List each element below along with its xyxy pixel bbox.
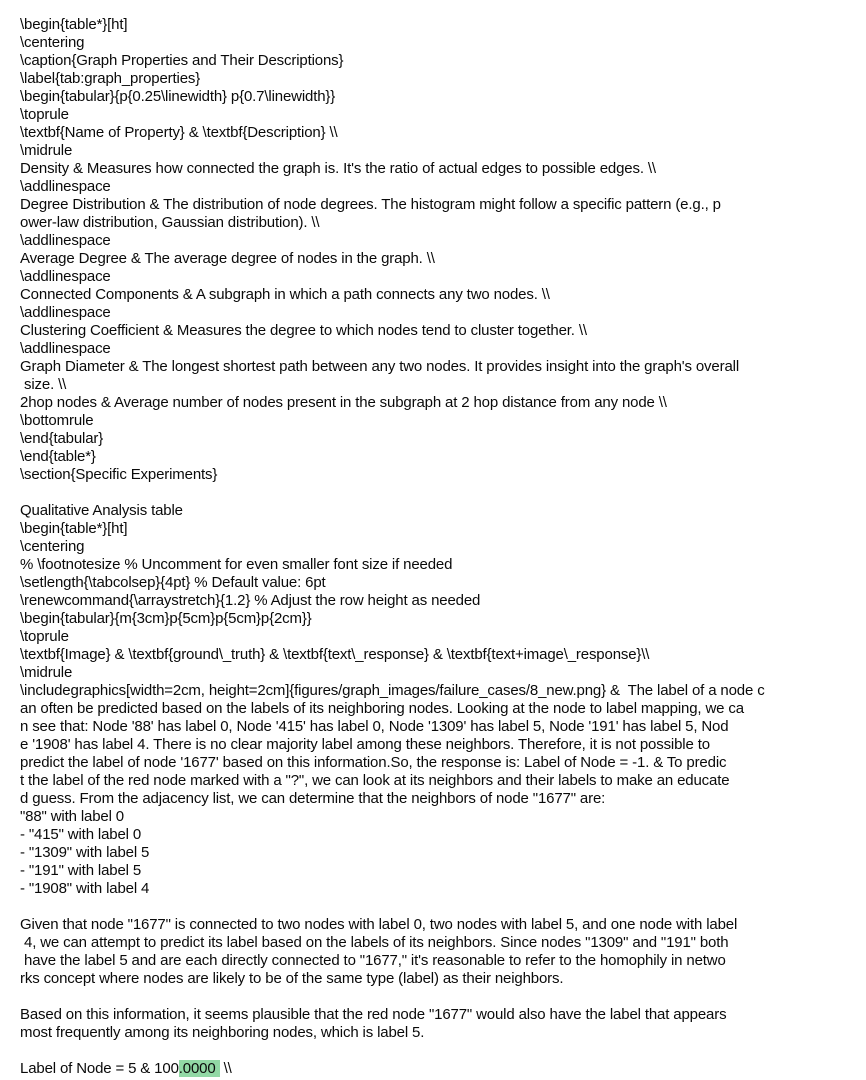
text-line: have the label 5 and are each directly connected to "1677," it's reasonable to refer to the homophily in netwo [20,952,726,969]
text-line: \midrule [20,664,73,681]
text-line: \addlinespace [20,304,111,321]
text-line: \begin{table*}[ht] [20,16,128,33]
text-line: e '1908' has label 4. There is no clear majority label among these neighbors. Therefore, it is not possible to [20,736,710,753]
text-line: Degree Distribution & The distribution of node degrees. The histogram might follow a specific pattern (e.g., p [20,196,721,213]
text-line: Given that node "1677" is connected to two nodes with label 0, two nodes with label 5, and one node with label [20,916,738,933]
highlighted-score: .0000 [178,1060,220,1077]
text-line: Qualitative Analysis table [20,502,183,519]
text-line: \end{tabular} [20,430,104,447]
text-line: \begin{table*}[ht] [20,520,128,537]
text-line: \bottomrule [20,412,94,429]
text-line: \begin{tabular}{p{0.25\linewidth} p{0.7\linewidth}} [20,88,336,105]
text-line: \textbf{Name of Property} & \textbf{Description} \\ [20,124,338,141]
text-line: \addlinespace [20,340,111,357]
text-line: \label{tab:graph_properties} [20,70,201,87]
text-line: predict the label of node '1677' based on this information.So, the response is: Label of Node = -1. & To predic [20,754,727,771]
text-line: n see that: Node '88' has label 0, Node '415' has label 0, Node '1309' has label 5, Node '191' has label 5, Nod [20,718,729,735]
text-line: \renewcommand{\arraystretch}{1.2} % Adjust the row height as needed [20,592,481,609]
text-line: Density & Measures how connected the graph is. It's the ratio of actual edges to possible edges. \\ [20,160,656,177]
text-line: - "415" with label 0 [20,826,142,843]
text-segment: Label of Node = 5 & 100 [20,1060,179,1077]
text-line: Average Degree & The average degree of nodes in the graph. \\ [20,250,435,267]
text-line: \includegraphics[width=2cm, height=2cm]{figures/graph_images/failure_cases/8_new.png} & The label of a node c [20,682,765,699]
text-line: "88" with label 0 [20,808,124,825]
text-line: \section{Specific Experiments} [20,466,218,483]
text-line: d guess. From the adjacency list, we can determine that the neighbors of node "1677" are: [20,790,606,807]
text-line [20,988,866,1006]
text-line [20,1060,866,1078]
text-line: \centering [20,34,85,51]
text-line: \toprule [20,106,69,123]
text-line: 2hop nodes & Average number of nodes present in the subgraph at 2 hop distance from any node \\ [20,394,667,411]
text-line [20,898,866,916]
text-line: size. \\ [20,376,67,393]
text-line: \toprule [20,628,69,645]
text-line: \begin{tabular}{m{3cm}p{5cm}p{5cm}p{2cm}} [20,610,312,627]
text-line: an often be predicted based on the labels of its neighboring nodes. Looking at the node to label mapping, we ca [20,700,744,717]
text-line: Graph Diameter & The longest shortest path between any two nodes. It provides insight into the graph's overall [20,358,740,375]
text-line: ower-law distribution, Gaussian distribution). \\ [20,214,320,231]
text-line: - "1908" with label 4 [20,880,150,897]
text-line: \addlinespace [20,178,111,195]
text-line: \caption{Graph Properties and Their Descriptions} [20,52,344,69]
text-line: \addlinespace [20,232,111,249]
text-line: 4, we can attempt to predict its label based on the labels of its neighbors. Since nodes "1309" and "191" both [20,934,729,951]
text-line: % \footnotesize % Uncomment for even smaller font size if needed [20,556,453,573]
text-line: - "1309" with label 5 [20,844,150,861]
text-line: Based on this information, it seems plausible that the red node "1677" would also have the label that appears [20,1006,727,1023]
text-line [20,484,866,502]
text-line: - "191" with label 5 [20,862,142,879]
text-line: Clustering Coefficient & Measures the degree to which nodes tend to cluster together. \\ [20,322,587,339]
text-line [20,1042,866,1060]
text-line: \midrule [20,142,73,159]
text-segment: \\ [219,1060,232,1077]
text-line: Connected Components & A subgraph in which a path connects any two nodes. \\ [20,286,550,303]
text-line: most frequently among its neighboring nodes, which is label 5. [20,1024,425,1041]
text-line: \addlinespace [20,268,111,285]
text-line: \setlength{\tabcolsep}{4pt} % Default value: 6pt [20,574,326,591]
text-line: rks concept where nodes are likely to be of the same type (label) as their neighbors. [20,970,564,987]
text-line: \end{table*} [20,448,96,465]
text-line: \textbf{Image} & \textbf{ground\_truth} & \textbf{text\_response} & \textbf{text+image\_response}\\ [20,646,650,663]
text-line: t the label of the red node marked with a "?", we can look at its neighbors and their labels to make an educate [20,772,730,789]
text-line: \centering [20,538,85,555]
